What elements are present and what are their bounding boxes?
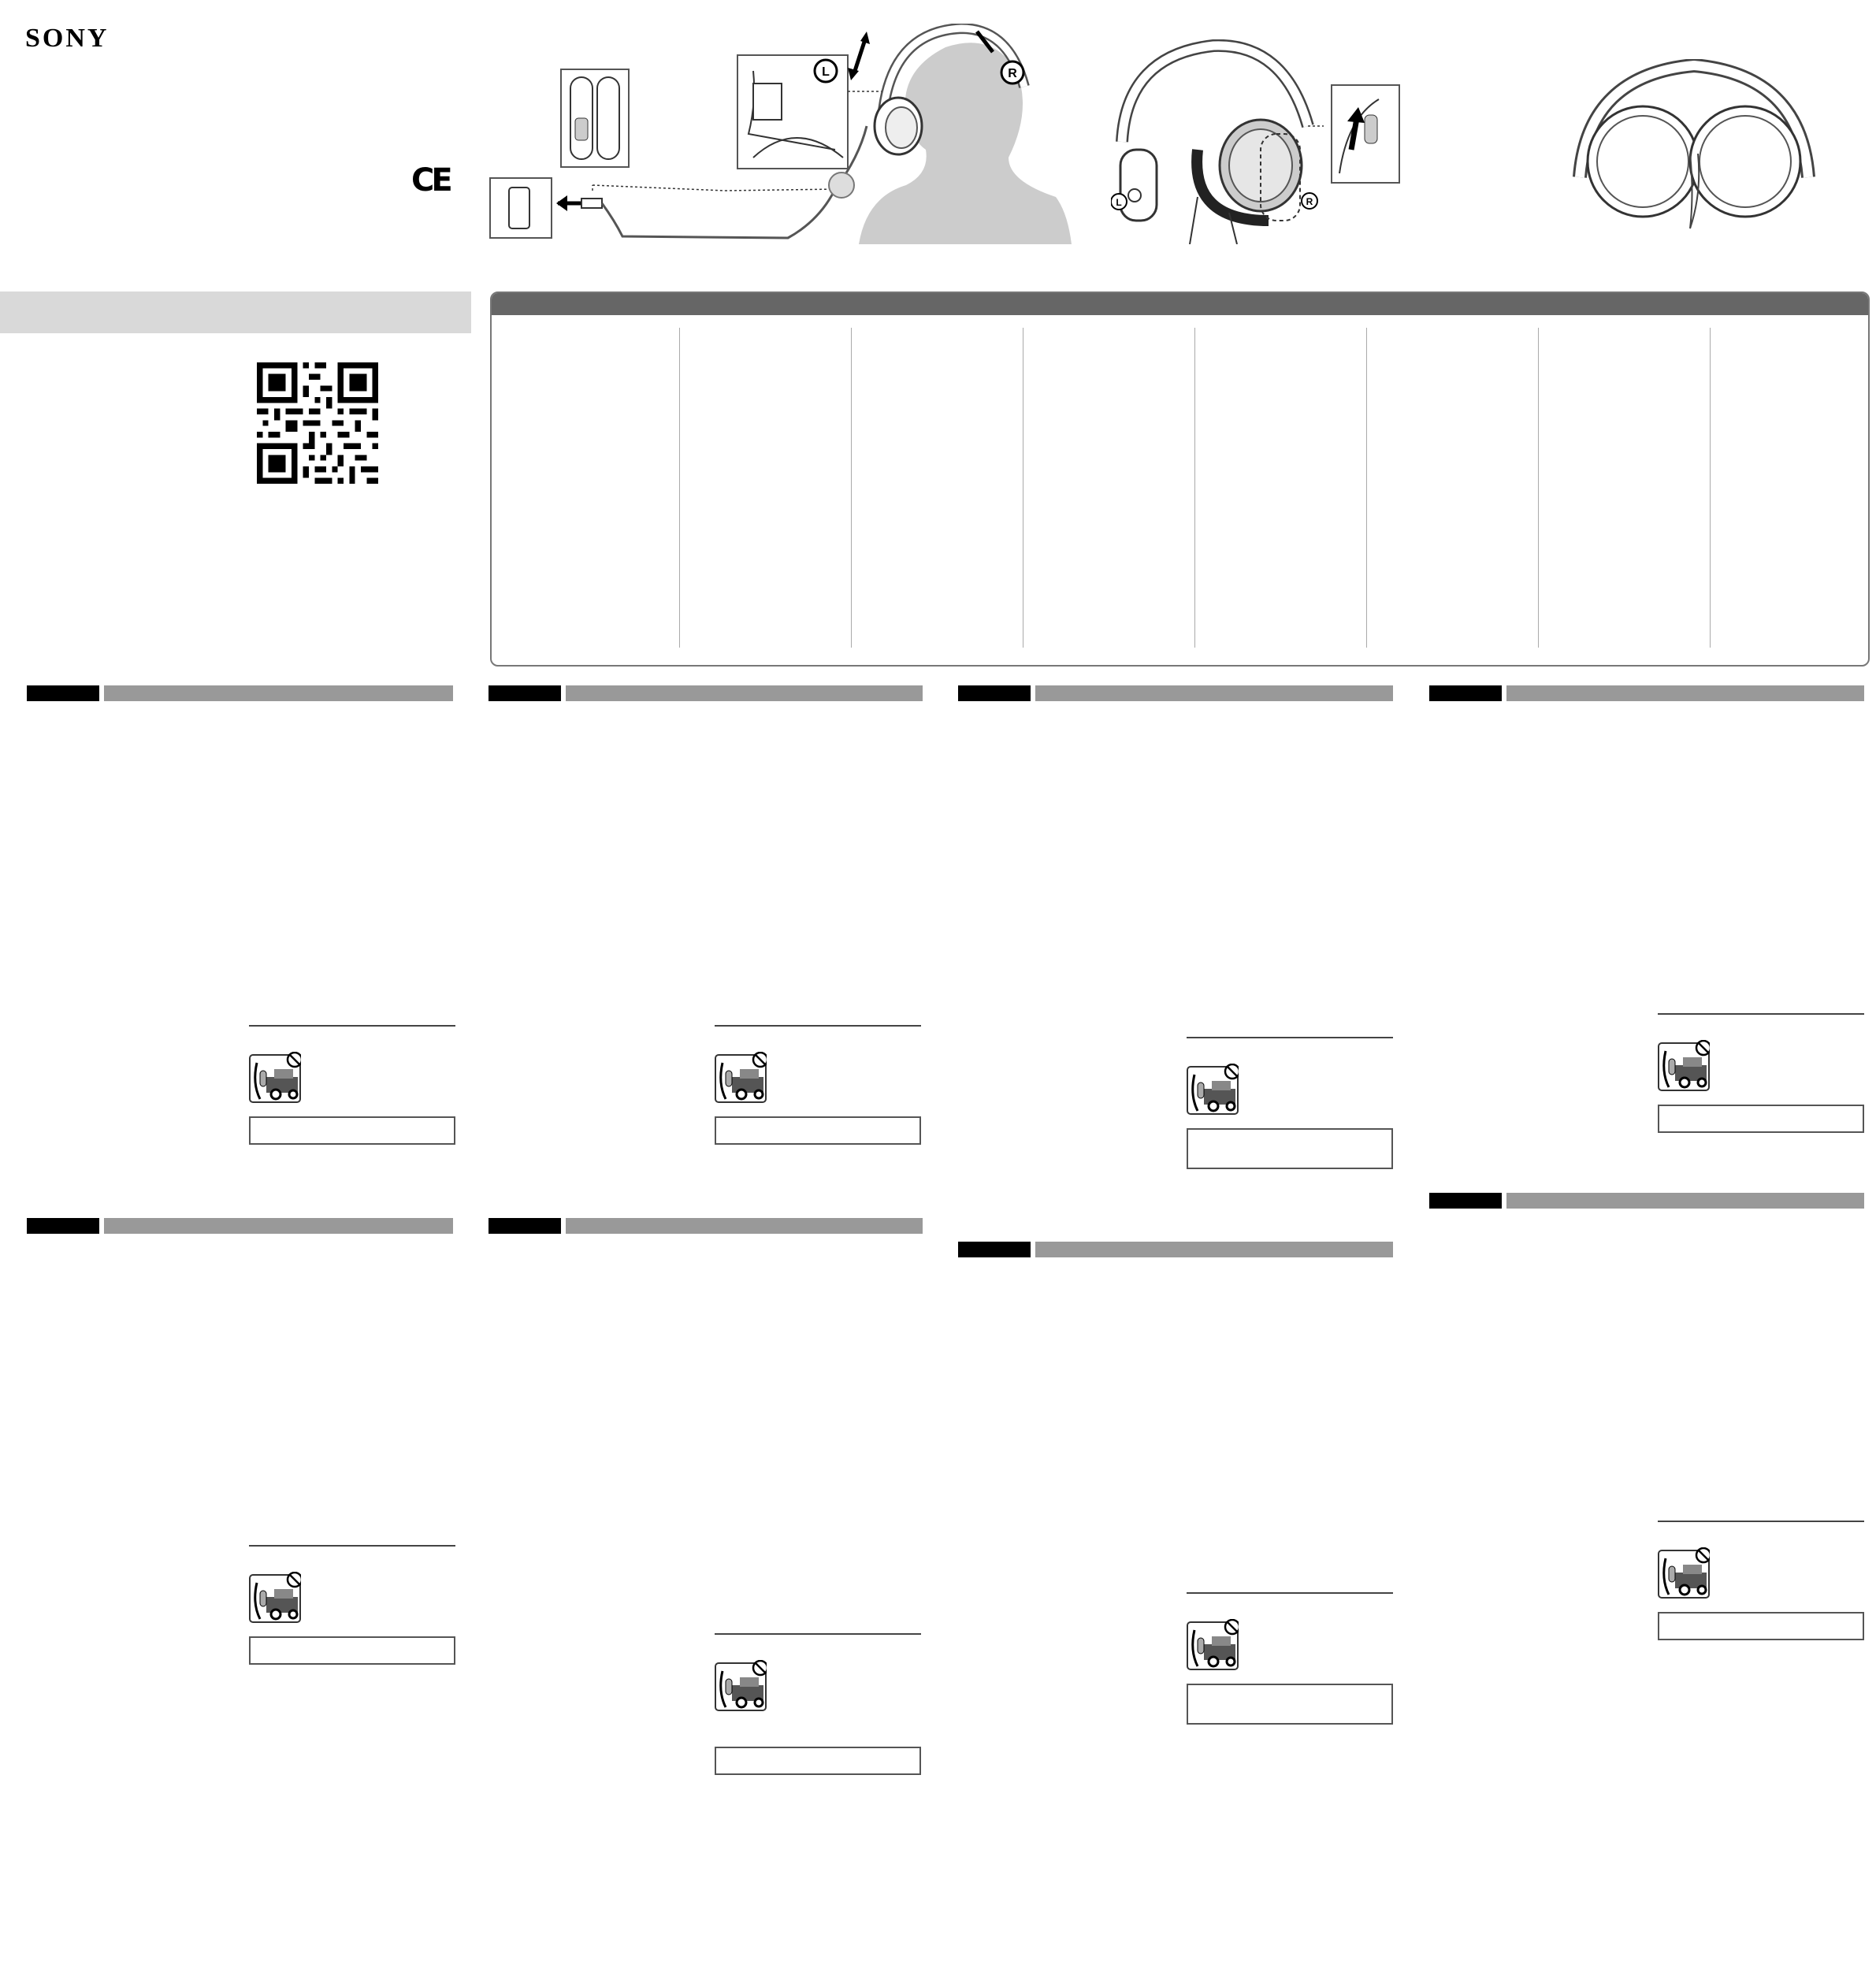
column-divider (1194, 328, 1195, 648)
column-divider (1538, 328, 1539, 648)
driving-warning (1187, 1037, 1393, 1169)
section-header (27, 685, 453, 701)
headphone-wearing-illustration (489, 24, 1072, 244)
no-headphones-while-driving-icon (249, 1572, 301, 1624)
left-marker-2: L (1116, 197, 1122, 208)
title-band (0, 292, 471, 333)
no-headphones-while-driving-icon (1187, 1064, 1239, 1116)
section-header (27, 1218, 453, 1234)
no-headphones-while-driving-icon (249, 1052, 301, 1104)
left-marker: L (822, 65, 830, 79)
driving-warning (249, 1545, 455, 1663)
brand-logo: SONY (25, 24, 110, 53)
driving-warning (1658, 1013, 1864, 1131)
folded-headphone-illustration (1564, 59, 1824, 232)
driving-warning (715, 1025, 921, 1143)
no-headphones-while-driving-icon (715, 1660, 767, 1712)
driving-warning (715, 1633, 921, 1775)
no-headphones-while-driving-icon (1658, 1040, 1710, 1092)
section-header (958, 1242, 1393, 1257)
qr-code-icon (257, 362, 378, 484)
parts-panel (490, 292, 1870, 667)
section-header (1429, 1193, 1864, 1209)
driving-warning (1658, 1521, 1864, 1639)
no-headphones-while-driving-icon (715, 1052, 767, 1104)
no-headphones-while-driving-icon (1187, 1619, 1239, 1671)
right-marker-2: R (1306, 196, 1313, 207)
column-divider (1710, 328, 1711, 648)
column-divider (851, 328, 852, 648)
panel-header (492, 293, 1868, 315)
driving-warning (249, 1025, 455, 1143)
section-header (489, 1218, 923, 1234)
section-header (489, 685, 923, 701)
swivel-earcup-illustration (1111, 39, 1402, 244)
ce-mark: CE (411, 162, 450, 199)
section-header (958, 685, 1393, 701)
driving-warning (1187, 1592, 1393, 1725)
section-header (1429, 685, 1864, 701)
column-divider (1366, 328, 1367, 648)
column-divider (679, 328, 680, 648)
no-headphones-while-driving-icon (1658, 1547, 1710, 1599)
right-marker: R (1008, 67, 1017, 80)
